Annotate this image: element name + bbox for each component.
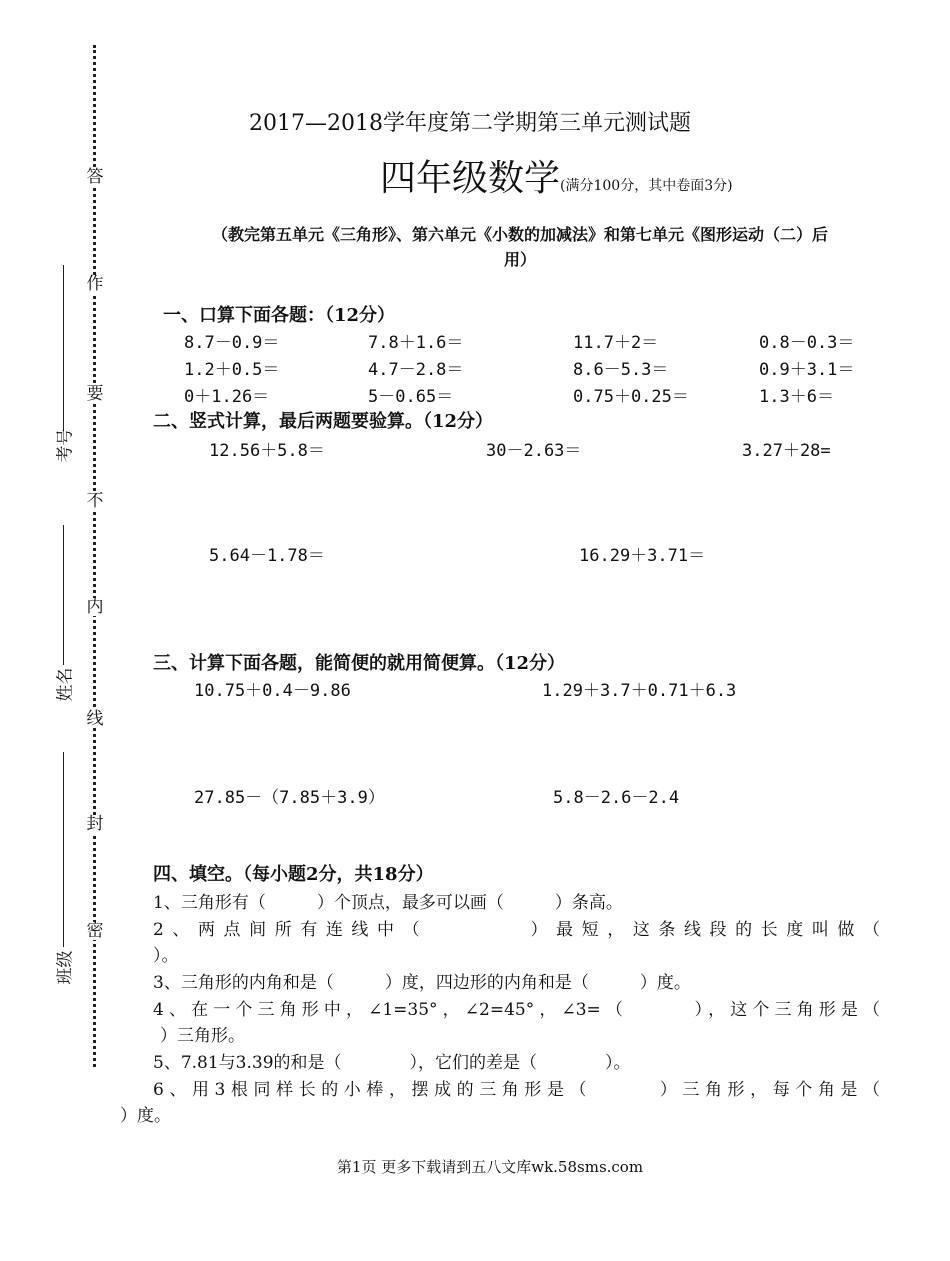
vertical-item: 5.64－1.78＝ (209, 546, 325, 566)
oral-item: 1.3＋6＝ (759, 387, 834, 407)
fill-question-cont: ）三角形。 (160, 1026, 245, 1046)
scope-line-2: 用） (503, 250, 536, 269)
seal-char: 密 (86, 921, 104, 941)
oral-item: 8.6－5.3＝ (573, 360, 669, 380)
oral-item: 5－0.65＝ (368, 387, 454, 407)
section3-heading: 三、计算下面各题，能简便的就用简便算。（12分） (153, 653, 566, 674)
vertical-item: 30－2.63＝ (486, 441, 582, 461)
section4-heading: 四、填空。（每小题2分，共18分） (153, 864, 434, 885)
oral-item: 7.8＋1.6＝ (368, 333, 464, 353)
fill-question-cont: ）。 (153, 946, 179, 966)
subject-title: 四年级数学 (380, 158, 561, 199)
exam-no-label: 考号 (55, 428, 76, 463)
fill-question: 6、用3根同样长的小棒，摆成的三角形是（ ）三角形，每个角是（ (153, 1080, 880, 1100)
calc-item: 27.85－（7.85＋3.9） (194, 788, 385, 808)
exam-no-line (63, 265, 64, 430)
vertical-item: 12.56＋5.8＝ (209, 441, 325, 461)
section1-heading: 一、口算下面各题：（12分） (163, 305, 396, 326)
calc-item: 5.8－2.6－2.4 (553, 788, 680, 808)
calc-item: 10.75＋0.4－9.86 (194, 681, 351, 701)
section2-heading: 二、竖式计算，最后两题要验算。（12分） (153, 411, 494, 432)
oral-item: 0.8－0.3＝ (759, 333, 855, 353)
seal-char: 不 (86, 491, 104, 511)
name-label: 姓名 (55, 667, 76, 702)
seal-char: 要 (86, 384, 104, 404)
seal-char: 内 (86, 597, 104, 617)
seal-char: 线 (86, 709, 104, 729)
fill-question: 3、三角形的内角和是（ ）度，四边形的内角和是（ ）度。 (153, 973, 691, 993)
oral-item: 1.2＋0.5＝ (184, 360, 280, 380)
page-footer: 第1页 更多下载请到五八文库wk.58sms.com (336, 1158, 644, 1176)
oral-item: 0＋1.26＝ (184, 387, 270, 407)
score-note: (满分100分，其中卷面3分) (560, 178, 733, 194)
fill-question: 1、三角形有（ ）个顶点，最多可以画（ ）条高。 (153, 893, 623, 913)
seal-char: 答 (86, 167, 104, 187)
seal-char: 作 (86, 274, 104, 294)
seal-char: 封 (86, 814, 104, 834)
page-title (380, 150, 733, 201)
oral-item: 4.7－2.8＝ (368, 360, 464, 380)
fill-question-cont: ）度。 (120, 1106, 171, 1126)
vertical-item: 16.29＋3.71＝ (579, 546, 706, 566)
fill-question: 4、在一个三角形中，∠1=35°，∠2=45°，∠3=（ ），这个三角形是（ (153, 1000, 880, 1020)
calc-item: 1.29＋3.7＋0.71＋6.3 (542, 681, 737, 701)
oral-item: 11.7＋2＝ (573, 333, 659, 353)
scope-line-1: （教完第五单元《三角形》、第六单元《小数的加减法》和第七单元《图形运动（二）后 (211, 225, 828, 244)
name-line (63, 525, 64, 665)
fill-question: 2、两点间所有连线中（ ）最短，这条线段的长度叫做（ (153, 920, 880, 940)
exam-year-title: 2017—2018学年度第二学期第三单元测试题 (249, 111, 691, 136)
oral-item: 0.9＋3.1＝ (759, 360, 855, 380)
seal-line (93, 45, 96, 1067)
oral-item: 0.75＋0.25＝ (573, 387, 689, 407)
oral-item: 8.7－0.9＝ (184, 333, 280, 353)
fill-question: 5、7.81与3.39的和是（ ），它们的差是（ ）。 (153, 1053, 631, 1073)
vertical-item: 3.27＋28= (742, 441, 831, 461)
class-label: 班级 (55, 950, 76, 985)
class-line (63, 752, 64, 947)
